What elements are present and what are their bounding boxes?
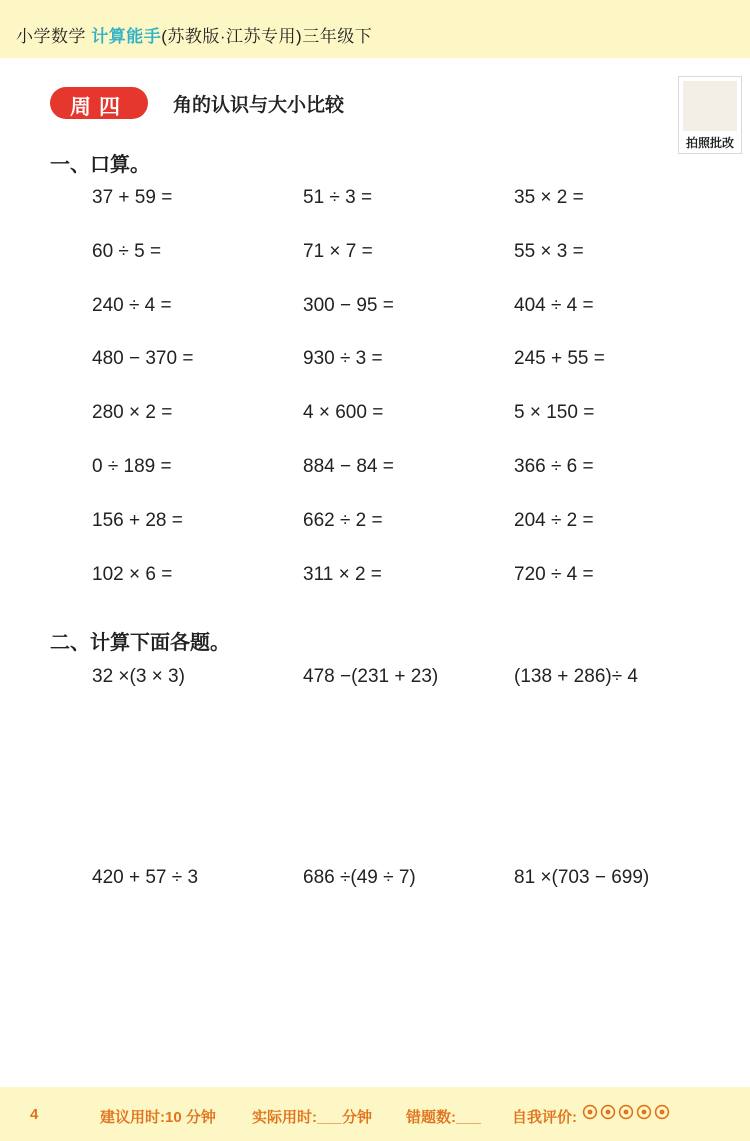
self-evaluation-label: 自我评价:: [512, 1109, 577, 1126]
book-title: [16, 22, 372, 47]
math-expression: 686 ÷(49 ÷ 7): [303, 867, 416, 888]
error-count: 错题数:___: [406, 1109, 482, 1126]
book-title-prefix: 小学数学: [16, 27, 92, 46]
book-title-brand: 计算能手: [91, 27, 162, 46]
math-expression: 662 ÷ 2 =: [303, 509, 383, 531]
math-expression: 478 −(231 + 23): [303, 666, 439, 687]
math-expression: 245 + 55 =: [514, 348, 605, 370]
math-expression: 420 + 57 ÷ 3: [92, 867, 199, 888]
qr-code-image: [683, 81, 737, 131]
math-expression: 55 × 3 =: [514, 240, 584, 262]
flower-icon[interactable]: [618, 1104, 634, 1120]
math-expression: 930 ÷ 3 =: [303, 348, 383, 370]
day-badge: [50, 87, 148, 119]
math-expression: 102 × 6 =: [92, 563, 173, 585]
header-bar: [0, 0, 750, 58]
math-expression: 37 + 59 =: [92, 187, 173, 208]
math-expression: 204 ÷ 2 =: [514, 509, 594, 531]
lesson-title: 角的认识与大小比较: [173, 95, 345, 116]
actual-time: 实际用时:___分钟: [252, 1109, 373, 1126]
math-expression: 51 ÷ 3 =: [303, 187, 373, 208]
math-expression: 480 − 370 =: [92, 348, 194, 370]
math-expression: (138 + 286)÷ 4: [514, 666, 638, 687]
math-expression: 60 ÷ 5 =: [92, 240, 162, 262]
photo-grading-label: 拍照批改: [685, 136, 734, 150]
math-expression: 4 × 600 =: [303, 402, 384, 424]
flower-icon[interactable]: [582, 1104, 598, 1120]
math-expression: 404 ÷ 4 =: [514, 294, 594, 316]
math-expression: 300 − 95 =: [303, 294, 394, 316]
day-label: 周四: [70, 96, 128, 119]
math-expression: 280 × 2 =: [92, 402, 173, 424]
photo-grading-box[interactable]: [678, 76, 742, 154]
math-expression: 156 + 28 =: [92, 509, 183, 531]
section1-title: 一、口算。: [50, 154, 150, 176]
rating-stars[interactable]: [582, 1104, 672, 1125]
flower-icon[interactable]: [600, 1104, 616, 1120]
math-expression: 366 ÷ 6 =: [514, 456, 594, 477]
math-expression: 240 ÷ 4 =: [92, 294, 172, 316]
math-expression: 5 × 150 =: [514, 402, 595, 424]
section2-title: 二、计算下面各题。: [50, 632, 230, 654]
math-expression: 0 ÷ 189 =: [92, 456, 172, 477]
page-number: 4: [30, 1106, 39, 1123]
math-expression: 884 − 84 =: [303, 456, 394, 477]
math-expression: 720 ÷ 4 =: [514, 563, 594, 585]
math-expression: 71 × 7 =: [303, 240, 373, 262]
math-expression: 311 × 2 =: [303, 563, 382, 585]
math-expression: 35 × 2 =: [514, 187, 584, 208]
suggested-time: 建议用时:10 分钟: [100, 1109, 216, 1126]
flower-icon[interactable]: [654, 1104, 670, 1120]
math-expression: 81 ×(703 − 699): [514, 867, 650, 888]
book-title-suffix: (苏教版·江苏专用)三年级下: [161, 27, 373, 46]
flower-icon[interactable]: [636, 1104, 652, 1120]
math-expression: 32 ×(3 × 3): [92, 666, 185, 687]
